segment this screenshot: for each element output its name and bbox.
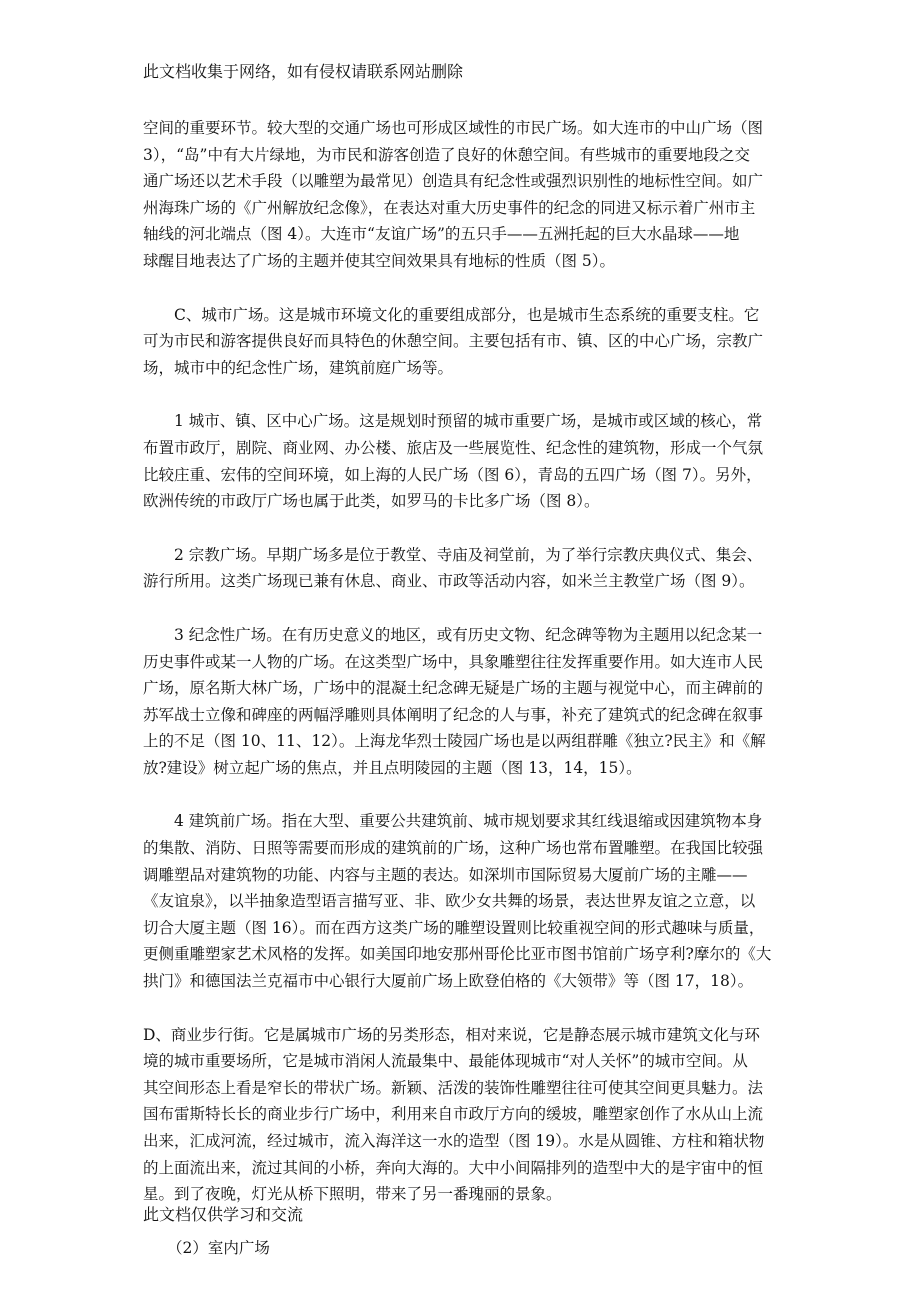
text-line: 州海珠广场的《广州解放纪念像》，在表达对重大历史事件的纪念的同进又标示着广州市主: [143, 198, 756, 217]
text-line: 可为市民和游客提供良好而具特色的休憩空间。主要包括有市、镇、区的中心广场，宗教广: [143, 332, 764, 351]
text-line: 广场，原名斯大林广场，广场中的混凝土纪念碑无疑是广场的主题与视觉中心，而主碑前的: [143, 679, 764, 698]
paragraph-religious-square: [143, 542, 777, 595]
text-line: （2）室内广场: [167, 1238, 270, 1257]
text-line: D、商业步行街。它是属城市广场的另类形态，相对来说，它是静态展示城市建筑文化与环: [143, 1025, 760, 1044]
paragraph-traffic-square: [143, 115, 777, 275]
text-line: 境的城市重要场所，它是城市消闲人流最集中、最能体现城市“对人关怀”的城市空间。从: [143, 1052, 748, 1071]
text-line: 国布雷斯特长长的商业步行广场中，利用来自市政厅方向的缓坡，雕塑家创作了水从山上流: [143, 1105, 764, 1124]
text-line: 1 城市、镇、区中心广场。这是规划时预留的城市重要广场，是城市或区域的核心，常: [174, 412, 763, 431]
text-line: 空间的重要环节。较大型的交通广场也可形成区域性的市民广场。如大连市的中山广场（图: [143, 119, 764, 137]
text-line: 2 宗教广场。早期广场多是位于教堂、寺庙及祠堂前，为了举行宗教庆典仪式、集会、: [174, 545, 763, 564]
text-line: 调雕塑品对建筑物的功能、内容与主题的表达。如深圳市国际贸易大厦前广场的主雕——: [143, 865, 748, 884]
text-line: 3），“岛”中有大片绿地，为市民和游客创造了良好的休憩空间。有些城市的重要地段之交: [143, 145, 750, 164]
text-line: 场，城市中的纪念性广场，建筑前庭广场等。: [143, 358, 454, 377]
paragraph-memorial-square: [143, 622, 777, 782]
text-line: 出来，汇成河流，经过城市，流入海洋这一水的造型（图 19）。水是从圆锥、方柱和箱状物: [143, 1132, 765, 1150]
text-line: 上的不足（图 10、11、12）。上海龙华烈士陵园广场也是以两组群雕《独立?民主》和《解: [143, 732, 766, 751]
text-line: 布置市政厅，剧院、商业网、办公楼、旅店及一些展览性、纪念性的建筑物，形成一个气氛: [143, 438, 764, 457]
text-line: 其空间形态上看是窄长的带状广场。新颖、活泼的装饰性雕塑往往可使其空间更具魅力。法: [143, 1078, 764, 1097]
section-heading-indoor-square: [143, 1235, 777, 1262]
document-body: [143, 115, 777, 1261]
text-line: 苏军战士立像和碑座的两幅浮雕则具体阐明了纪念的人与事，补充了建筑式的纪念碑在叙事: [143, 705, 764, 724]
text-line: 切合大厦主题（图 16）。而在西方这类广场的雕塑设置则比较重视空间的形式趣味与质量，: [143, 918, 765, 937]
text-line: 轴线的河北端点（图 4）。大连市“友谊广场”的五只手——五洲托起的巨大水晶球——地: [143, 225, 740, 244]
text-line: 的集散、消防、日照等需要而形成的建筑前的广场，这种广场也常布置雕塑。在我国比较强: [143, 839, 764, 858]
text-line: 欧洲传统的市政厅广场也属于此类，如罗马的卡比多广场（图 8）。: [143, 492, 600, 511]
text-line: 历史事件或某一人物的广场。在这类型广场中，具象雕塑往往发挥重要作用。如大连市人民: [143, 652, 764, 671]
page-header: 此文档收集于网络，如有侵权请联系网站删除: [143, 62, 464, 81]
page-footer: 此文档仅供学习和交流: [143, 1205, 304, 1224]
text-line: 《友谊泉》，以半抽象造型语言描写亚、非、欧少女共舞的场景，表达世界友谊之立意，以: [143, 892, 756, 911]
text-line: 放?建设》树立起广场的焦点，并且点明陵园的主题（图 13，14，15）。: [143, 758, 642, 777]
paragraph-building-front-square: [143, 808, 777, 994]
text-line: 通广场还以艺术手段（以雕塑为最常见）创造具有纪念性或强烈识别性的地标性空间。如广: [143, 172, 764, 191]
text-line: 3 纪念性广场。在有历史意义的地区，或有历史文物、纪念碑等物为主题用以纪念某一: [174, 625, 763, 644]
paragraph-city-square: [143, 302, 777, 382]
paragraph-pedestrian-street: [143, 1022, 777, 1208]
text-line: 的上面流出来，流过其间的小桥，奔向大海的。大中小间隔排列的造型中大的是宇宙中的恒: [143, 1158, 764, 1177]
text-line: 4 建筑前广场。指在大型、重要公共建筑前、城市规划要求其红线退缩或因建筑物本身: [174, 812, 763, 831]
text-line: 比较庄重、宏伟的空间环境，如上海的人民广场（图 6），青岛的五四广场（图 7）。另外，: [143, 465, 762, 484]
text-line: 拱门》和德国法兰克福市中心银行大厦前广场上欧登伯格的《大领带》等（图 17，18）。: [143, 972, 754, 991]
text-line: 更侧重雕塑家艺术风格的发挥。如美国印地安那州哥伦比亚市图书馆前广场亨利?摩尔的《大: [143, 945, 772, 964]
text-line: 星。到了夜晚，灯光从桥下照明，带来了另一番瑰丽的景象。: [143, 1185, 562, 1204]
text-line: C、城市广场。这是城市环境文化的重要组成部分，也是城市生态系统的重要支柱。它: [174, 305, 760, 324]
paragraph-center-square: [143, 408, 777, 514]
text-line: 球醒目地表达了广场的主题并使其空间效果具有地标的性质（图 5）。: [143, 251, 616, 270]
text-line: 游行所用。这类广场现已兼有休息、商业、市政等活动内容，如米兰主教堂广场（图 9）。: [143, 572, 755, 591]
